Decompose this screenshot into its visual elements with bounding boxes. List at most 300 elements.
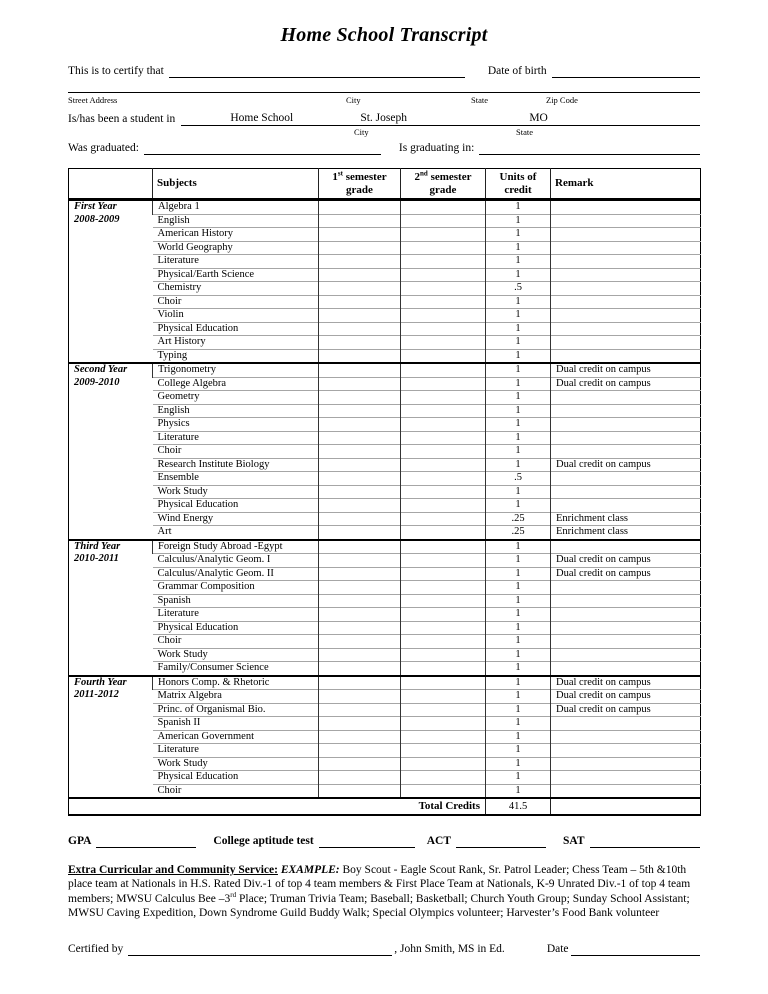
subject-row [69, 458, 701, 472]
subject-row [69, 554, 701, 568]
sem2-grade-cell [401, 336, 486, 350]
remark-cell [551, 499, 701, 513]
remark-cell: Dual credit on campus [551, 377, 701, 391]
remark-cell: Dual credit on campus [551, 567, 701, 581]
extra-curricular-paragraph [68, 863, 700, 921]
remark-cell [551, 391, 701, 405]
subject-cell: Physical Education [153, 771, 319, 785]
sem1-grade-cell [319, 282, 401, 296]
units-cell: .25 [486, 512, 551, 526]
remark-cell [551, 581, 701, 595]
sem2-grade-cell [401, 404, 486, 418]
units-cell: 1 [486, 703, 551, 717]
city-label: City [346, 95, 361, 105]
sem2-grade-cell [401, 241, 486, 255]
remark-cell [551, 717, 701, 731]
subject-cell: Work Study [153, 648, 319, 662]
sem2-grade-cell [401, 554, 486, 568]
remark-cell [551, 309, 701, 323]
units-cell: 1 [486, 771, 551, 785]
aptitude-label: College aptitude test [213, 835, 314, 847]
gpa-label: GPA [68, 835, 92, 847]
sem2-grade-cell [401, 526, 486, 540]
subject-row [69, 282, 701, 296]
subject-cell: Work Study [153, 485, 319, 499]
sem1-grade-cell [319, 554, 401, 568]
remark-cell [551, 621, 701, 635]
sem1-grade-cell [319, 526, 401, 540]
year-label: First Year 2008-2009 [69, 200, 153, 364]
sem1-column-header: 1st semester grade [319, 169, 401, 200]
subject-cell: Choir [153, 635, 319, 649]
total-credits-value: 41.5 [486, 798, 551, 815]
units-cell: 1 [486, 567, 551, 581]
certified-by-label: Certified by [68, 942, 124, 955]
subject-row [69, 349, 701, 363]
certify-label: This is to certify that [68, 65, 164, 77]
units-cell: 1 [486, 730, 551, 744]
subject-row [69, 363, 701, 377]
units-cell: 1 [486, 418, 551, 432]
subject-row [69, 499, 701, 513]
units-cell: 1 [486, 228, 551, 242]
sem2-grade-cell [401, 418, 486, 432]
subject-cell: Physical/Earth Science [153, 268, 319, 282]
sem2-grade-cell [401, 730, 486, 744]
sem1-grade-cell [319, 594, 401, 608]
subject-cell: Literature [153, 744, 319, 758]
units-cell: 1 [486, 635, 551, 649]
dob-label: Date of birth [487, 65, 547, 77]
sem2-column-header: 2nd semester grade [401, 169, 486, 200]
city-sublabel: City [354, 127, 369, 137]
sem1-grade-cell [319, 445, 401, 459]
subject-cell: Physics [153, 418, 319, 432]
table-footer [69, 798, 701, 815]
subject-cell: Choir [153, 295, 319, 309]
sem2-grade-cell [401, 662, 486, 676]
remark-cell [551, 635, 701, 649]
gpa-blank [96, 834, 196, 848]
sem2-grade-cell [401, 567, 486, 581]
remark-cell [551, 594, 701, 608]
subject-cell: Calculus/Analytic Geom. II [153, 567, 319, 581]
subject-cell: Typing [153, 349, 319, 363]
subject-cell: English [153, 404, 319, 418]
subject-row [69, 703, 701, 717]
sem2-grade-cell [401, 717, 486, 731]
sem2-grade-cell [401, 295, 486, 309]
address-line-rule [68, 92, 700, 93]
sem1-grade-cell [319, 268, 401, 282]
sem1-grade-cell [319, 431, 401, 445]
city-value: St. Joseph [360, 112, 407, 124]
sem1-grade-cell [319, 295, 401, 309]
sem2-grade-cell [401, 322, 486, 336]
sem1-grade-cell [319, 255, 401, 269]
graduation-line [68, 141, 700, 155]
subject-cell: Literature [153, 608, 319, 622]
remark-cell: Dual credit on campus [551, 676, 701, 690]
sem1-grade-cell [319, 621, 401, 635]
sem1-grade-cell [319, 540, 401, 554]
units-cell: 1 [486, 295, 551, 309]
units-cell: 1 [486, 241, 551, 255]
units-cell: 1 [486, 391, 551, 405]
subject-cell: Calculus/Analytic Geom. I [153, 554, 319, 568]
date-blank [571, 942, 700, 956]
example-label: EXAMPLE: [280, 864, 340, 876]
state-sublabel: State [516, 127, 533, 137]
certified-line [68, 942, 700, 956]
subject-row [69, 512, 701, 526]
subject-cell: Literature [153, 255, 319, 269]
year-section-1 [69, 200, 701, 364]
subject-cell: Physical Education [153, 621, 319, 635]
remark-cell [551, 255, 701, 269]
remark-cell [551, 295, 701, 309]
subject-row [69, 567, 701, 581]
remark-cell [551, 418, 701, 432]
sem2-grade-cell [401, 540, 486, 554]
units-cell: 1 [486, 648, 551, 662]
sem2-grade-cell [401, 485, 486, 499]
subject-cell: Spanish II [153, 717, 319, 731]
total-remark-cell [551, 798, 701, 815]
certifier-name: , John Smith, MS in Ed. [394, 942, 505, 955]
subject-row [69, 608, 701, 622]
subject-cell: Choir [153, 784, 319, 798]
units-cell: .5 [486, 472, 551, 486]
sem2-grade-cell [401, 594, 486, 608]
subject-row [69, 717, 701, 731]
year-section-4 [69, 676, 701, 799]
school-value: Home School [230, 112, 294, 124]
units-cell: 1 [486, 377, 551, 391]
subject-row [69, 635, 701, 649]
remark-cell [551, 445, 701, 459]
units-cell: .5 [486, 282, 551, 296]
aptitude-blank [319, 834, 415, 848]
total-credits-label: Total Credits [69, 798, 486, 815]
remark-cell [551, 214, 701, 228]
street-address-label: Street Address [68, 95, 118, 105]
subject-row [69, 676, 701, 690]
subject-row [69, 391, 701, 405]
sem2-grade-cell [401, 635, 486, 649]
sem1-grade-cell [319, 676, 401, 690]
subject-cell: Spanish [153, 594, 319, 608]
remark-cell: Dual credit on campus [551, 703, 701, 717]
subject-row [69, 662, 701, 676]
sem1-grade-cell [319, 567, 401, 581]
subject-row [69, 336, 701, 350]
sem2-grade-cell [401, 200, 486, 215]
subject-cell: Honors Comp. & Rhetoric [153, 676, 319, 690]
remark-cell [551, 608, 701, 622]
remark-cell [551, 472, 701, 486]
sem1-grade-cell [319, 757, 401, 771]
remark-cell [551, 228, 701, 242]
units-cell: 1 [486, 676, 551, 690]
sem2-grade-cell [401, 608, 486, 622]
units-cell: 1 [486, 322, 551, 336]
extra-curricular-text: Boy Scout - Eagle Scout Rank, Sr. Patrol Leader; Chess Team – 5th &10th place team at Nationals in H.S. Rated Div.-1 of top 4 team members & First Place Team at Nationals, K-9 Unrated Div.-1 of top 4 team members; MWSU Calculus Bee –3 [68, 864, 691, 905]
subject-row [69, 255, 701, 269]
remark-cell [551, 282, 701, 296]
units-cell: 1 [486, 717, 551, 731]
year-label: Fourth Year 2011-2012 [69, 676, 153, 799]
subject-row [69, 268, 701, 282]
subject-row [69, 377, 701, 391]
remark-cell [551, 730, 701, 744]
units-cell: 1 [486, 200, 551, 215]
sem2-grade-cell [401, 648, 486, 662]
subject-row [69, 228, 701, 242]
units-cell: .25 [486, 526, 551, 540]
subject-row [69, 200, 701, 215]
sem1-grade-cell [319, 200, 401, 215]
subject-row [69, 485, 701, 499]
subject-row [69, 784, 701, 798]
subject-row [69, 214, 701, 228]
year-label: Second Year 2009-2010 [69, 363, 153, 540]
remark-cell: Enrichment class [551, 526, 701, 540]
subject-row [69, 526, 701, 540]
subject-cell: Trigonometry [153, 363, 319, 377]
units-cell: 1 [486, 445, 551, 459]
subject-cell: Violin [153, 309, 319, 323]
sem1-grade-cell [319, 703, 401, 717]
units-cell: 1 [486, 581, 551, 595]
sem2-grade-cell [401, 499, 486, 513]
sem2-grade-cell [401, 228, 486, 242]
units-cell: 1 [486, 757, 551, 771]
student-line-blank [181, 111, 700, 126]
subject-cell: College Algebra [153, 377, 319, 391]
remark-cell [551, 431, 701, 445]
subject-row [69, 418, 701, 432]
sem1-grade-cell [319, 214, 401, 228]
subject-row [69, 472, 701, 486]
units-cell: 1 [486, 336, 551, 350]
remark-cell [551, 268, 701, 282]
remark-cell [551, 744, 701, 758]
sem1-grade-cell [319, 485, 401, 499]
was-graduated-label: Was graduated: [68, 142, 139, 154]
sem2-grade-cell [401, 512, 486, 526]
page-title: Home School Transcript [280, 24, 488, 46]
sem2-grade-cell [401, 391, 486, 405]
student-line-label: Is/has been a student in [68, 113, 176, 125]
remark-cell [551, 200, 701, 215]
subject-row [69, 730, 701, 744]
subject-cell: Ensemble [153, 472, 319, 486]
sem1-grade-cell [319, 228, 401, 242]
student-line [68, 111, 700, 126]
remark-cell [551, 771, 701, 785]
remark-column-header: Remark [551, 169, 701, 200]
remark-cell: Enrichment class [551, 512, 701, 526]
subject-row [69, 744, 701, 758]
sem1-grade-cell [319, 349, 401, 363]
table-header [69, 169, 701, 200]
sem1-grade-cell [319, 512, 401, 526]
subject-row [69, 771, 701, 785]
subject-row [69, 431, 701, 445]
date-label: Date [546, 942, 569, 955]
units-cell: 1 [486, 363, 551, 377]
units-cell: 1 [486, 784, 551, 798]
subject-cell: Art [153, 526, 319, 540]
sem2-grade-cell [401, 255, 486, 269]
sem1-grade-cell [319, 336, 401, 350]
dob-blank [552, 64, 700, 78]
act-label: ACT [426, 835, 451, 847]
sem1-grade-cell [319, 744, 401, 758]
state-label: State [471, 95, 488, 105]
units-column-header: Units of credit [486, 169, 551, 200]
sat-blank [590, 834, 700, 848]
subject-row [69, 581, 701, 595]
subject-cell: Chemistry [153, 282, 319, 296]
year-label: Third Year 2010-2011 [69, 540, 153, 676]
sem1-grade-cell [319, 608, 401, 622]
units-cell: 1 [486, 431, 551, 445]
units-cell: 1 [486, 594, 551, 608]
subject-row [69, 540, 701, 554]
transcript-table [68, 168, 701, 816]
certify-line [68, 64, 700, 78]
remark-cell [551, 485, 701, 499]
is-graduating-blank [479, 141, 700, 155]
subject-cell: Work Study [153, 757, 319, 771]
subject-row [69, 241, 701, 255]
units-cell: 1 [486, 485, 551, 499]
units-cell: 1 [486, 744, 551, 758]
subject-cell: Physical Education [153, 322, 319, 336]
year-column-header [69, 169, 153, 200]
units-cell: 1 [486, 309, 551, 323]
subject-row [69, 295, 701, 309]
sem2-grade-cell [401, 445, 486, 459]
subject-cell: American History [153, 228, 319, 242]
units-cell: 1 [486, 662, 551, 676]
sem1-grade-cell [319, 581, 401, 595]
subject-cell: Literature [153, 431, 319, 445]
remark-cell [551, 404, 701, 418]
remark-cell: Dual credit on campus [551, 554, 701, 568]
subject-row [69, 621, 701, 635]
sem1-grade-cell [319, 662, 401, 676]
subject-cell: English [153, 214, 319, 228]
remark-cell [551, 540, 701, 554]
units-cell: 1 [486, 255, 551, 269]
units-cell: 1 [486, 621, 551, 635]
total-credits-row [69, 798, 701, 815]
sem1-grade-cell [319, 635, 401, 649]
sem2-grade-cell [401, 771, 486, 785]
sem2-grade-cell [401, 757, 486, 771]
year-section-3 [69, 540, 701, 676]
subject-cell: Physical Education [153, 499, 319, 513]
sem2-grade-cell [401, 214, 486, 228]
ordinal-superscript: rd [230, 890, 237, 899]
subject-cell: Choir [153, 445, 319, 459]
sem1-grade-cell [319, 363, 401, 377]
sem1-grade-cell [319, 309, 401, 323]
sem2-grade-cell [401, 744, 486, 758]
units-cell: 1 [486, 499, 551, 513]
subject-cell: Geometry [153, 391, 319, 405]
sem1-grade-cell [319, 458, 401, 472]
sem1-grade-cell [319, 391, 401, 405]
sem2-grade-cell [401, 282, 486, 296]
sem2-grade-cell [401, 581, 486, 595]
units-cell: 1 [486, 458, 551, 472]
remark-cell [551, 322, 701, 336]
subject-row [69, 322, 701, 336]
subjects-column-header: Subjects [153, 169, 319, 200]
extra-curricular-text: Place; Truman Trivia Team; Baseball; Basketball; Church Youth Group; Sunday School Assistant; MWSU Caving Expedition, Down Syndrome Guild Buddy Walk; Special Olympics volunteer; Harvester’s Food Bank volunteer [68, 892, 690, 920]
sem2-grade-cell [401, 458, 486, 472]
address-labels-row [68, 94, 700, 106]
remark-cell [551, 662, 701, 676]
student-name-blank [169, 64, 465, 78]
extra-curricular-heading: Extra Curricular and Community Service: [68, 864, 278, 876]
units-cell: 1 [486, 540, 551, 554]
year-section-2 [69, 363, 701, 540]
state-value: MO [529, 112, 548, 124]
sem1-grade-cell [319, 499, 401, 513]
subject-cell: American Government [153, 730, 319, 744]
subject-row [69, 404, 701, 418]
subject-cell: World Geography [153, 241, 319, 255]
subject-cell: Matrix Algebra [153, 690, 319, 704]
is-graduating-label: Is graduating in: [398, 142, 475, 154]
remark-cell [551, 757, 701, 771]
sem1-grade-cell [319, 418, 401, 432]
sem2-grade-cell [401, 363, 486, 377]
sem1-grade-cell [319, 717, 401, 731]
subject-cell: Art History [153, 336, 319, 350]
subject-cell: Grammar Composition [153, 581, 319, 595]
remark-cell: Dual credit on campus [551, 690, 701, 704]
subject-row [69, 757, 701, 771]
sem2-grade-cell [401, 309, 486, 323]
sem1-grade-cell [319, 322, 401, 336]
sem1-grade-cell [319, 472, 401, 486]
subject-cell: Algebra 1 [153, 200, 319, 215]
remark-cell [551, 336, 701, 350]
units-cell: 1 [486, 404, 551, 418]
sem1-grade-cell [319, 648, 401, 662]
subject-cell: Wind Energy [153, 512, 319, 526]
sem2-grade-cell [401, 703, 486, 717]
units-cell: 1 [486, 690, 551, 704]
subject-cell: Family/Consumer Science [153, 662, 319, 676]
sem2-grade-cell [401, 621, 486, 635]
sem2-grade-cell [401, 784, 486, 798]
sem2-grade-cell [401, 676, 486, 690]
units-cell: 1 [486, 349, 551, 363]
subject-row [69, 648, 701, 662]
remark-cell: Dual credit on campus [551, 458, 701, 472]
remark-cell [551, 241, 701, 255]
sem2-grade-cell [401, 472, 486, 486]
sem1-grade-cell [319, 784, 401, 798]
city-state-sublabels [68, 126, 700, 137]
